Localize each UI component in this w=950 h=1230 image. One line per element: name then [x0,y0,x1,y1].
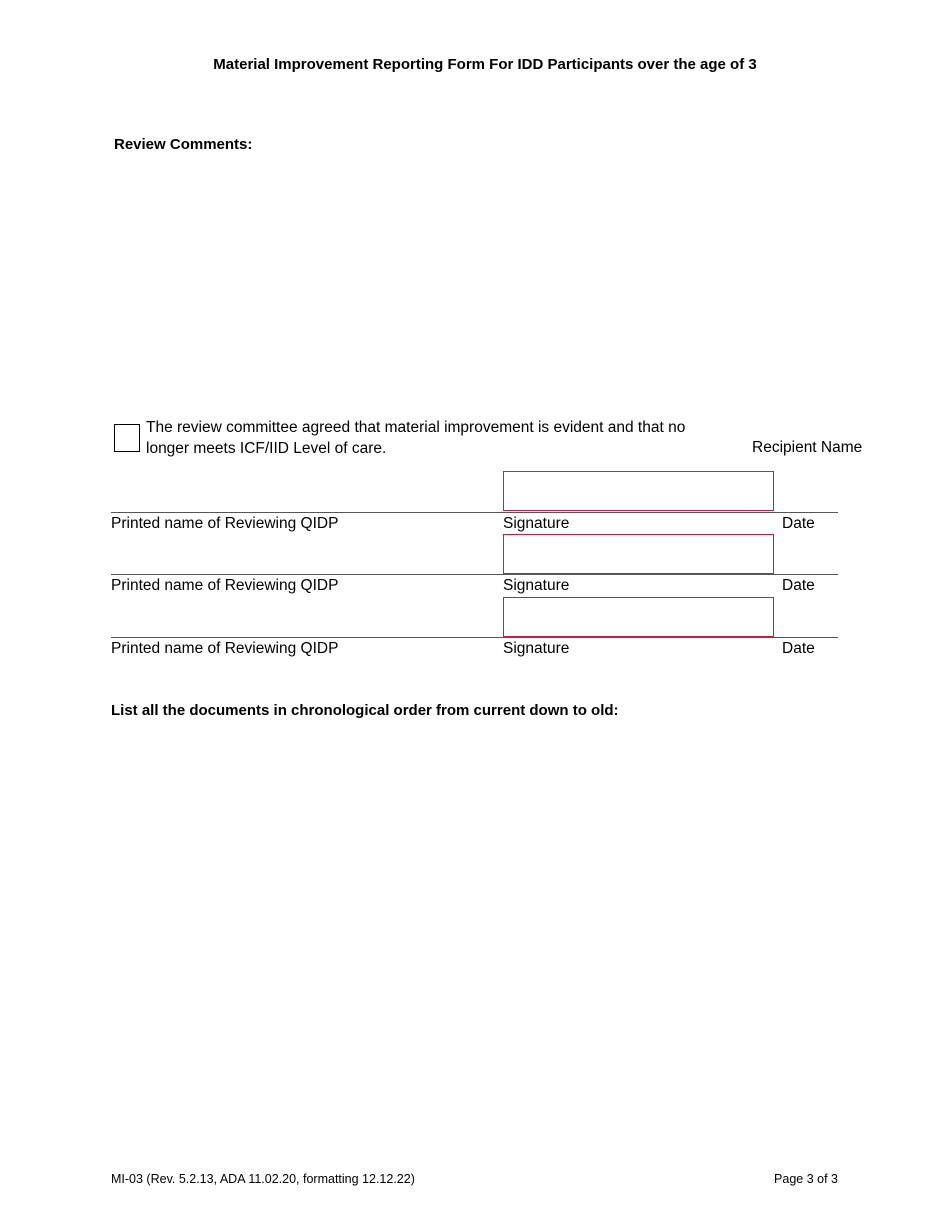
signature-field-3[interactable] [503,597,774,637]
reviewer-name-label-1: Printed name of Reviewing QIDP [111,515,339,532]
date-label-2: Date [782,577,815,594]
form-revision: MI-03 (Rev. 5.2.13, ADA 11.02.20, formatting 12.12.22) [111,1172,415,1186]
documents-list-label: List all the documents in chronological order from current down to old: [111,702,619,719]
signature-field-2[interactable] [503,534,774,574]
signature-label-3: Signature [503,640,570,657]
signature-line-2 [111,574,838,575]
signature-line-3 [111,637,838,638]
date-label-3: Date [782,640,815,657]
signature-label-2: Signature [503,577,570,594]
form-title: Material Improvement Reporting Form For IDD Participants over the age of 3 [213,56,757,73]
signature-field-1[interactable] [503,471,774,511]
date-label-1: Date [782,515,815,532]
recipient-name-label: Recipient Name [752,439,863,456]
material-improvement-checkbox[interactable] [114,424,140,452]
committee-statement: The review committee agreed that material improvement is evident and that no longer meets ICF/IID Level of care. [146,419,686,457]
reviewer-name-label-2: Printed name of Reviewing QIDP [111,577,339,594]
signature-label-1: Signature [503,515,570,532]
review-comments-label: Review Comments: [114,136,253,153]
page-number: Page 3 of 3 [774,1172,838,1186]
reviewer-name-label-3: Printed name of Reviewing QIDP [111,640,339,657]
signature-line-1 [111,512,838,513]
